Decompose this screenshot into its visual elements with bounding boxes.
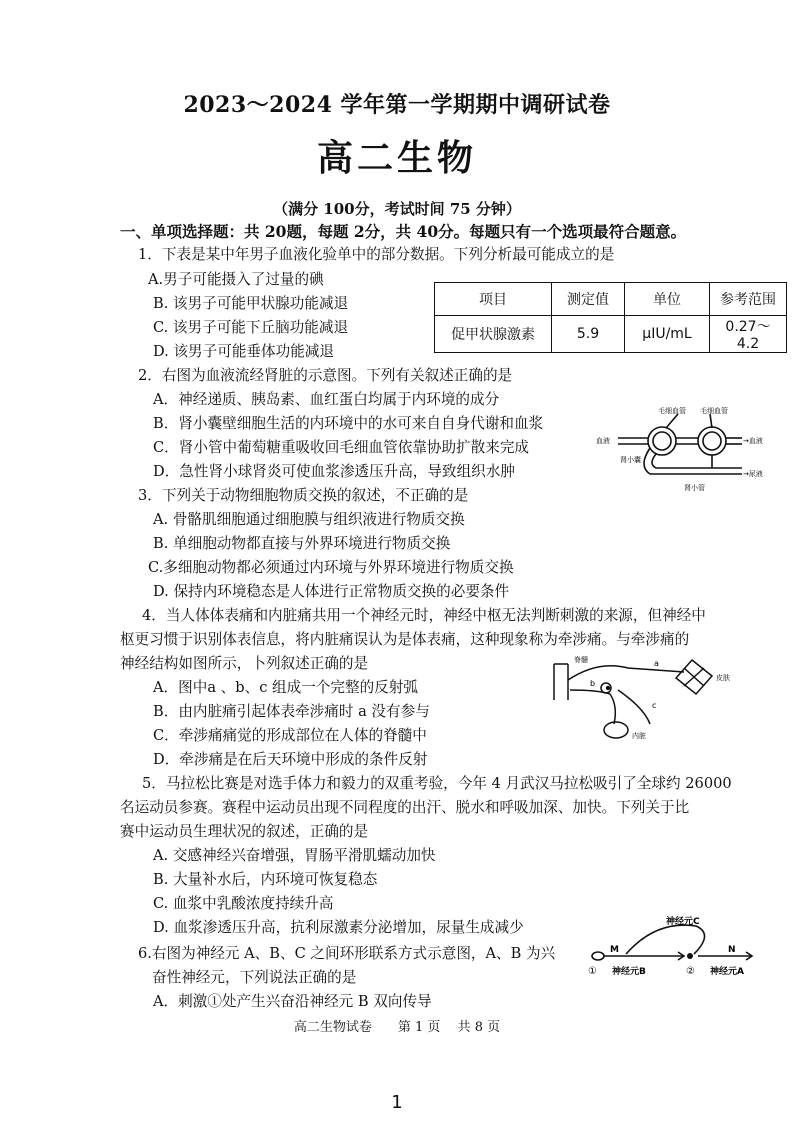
capsule-label: 肾小囊	[620, 456, 641, 464]
table-header: 测定值	[552, 283, 625, 316]
point-1-label: ①	[588, 966, 597, 977]
q2-option-c: C．肾小管中葡萄糖重吸收回毛细血管依靠协助扩散来完成	[153, 439, 530, 456]
q6-stem-line-2: 奋性神经元，下列说法正确的是	[152, 969, 357, 986]
page-footer: 高二生物试卷 第 1 页 共 8 页	[293, 1020, 501, 1035]
q1-data-table	[434, 282, 787, 353]
q4-option-c: C．牵涉痛痛觉的形成部位在人体的脊髓中	[153, 727, 427, 744]
q1-option-d: D. 该男子可能垂体功能减退	[153, 343, 334, 360]
referred-pain-diagram	[548, 650, 748, 746]
neuron-a-label: 神经元A	[710, 967, 744, 977]
section-heading: 一、单项选择题：共 20题，每题 2分，共 40分。每题只有一个选项最符合题意。	[120, 222, 687, 241]
table-cell: 0.27～4.2	[710, 316, 787, 353]
label-a: a	[654, 659, 659, 668]
q3-option-a: A. 骨骼肌细胞通过细胞膜与组织液进行物质交换	[153, 511, 465, 528]
q2-stem: 2．右图为血液流经肾脏的示意图。下列有关叙述正确的是	[138, 367, 513, 384]
q1-option-c: C. 该男子可能下丘脑功能减退	[153, 319, 349, 336]
q5-option-b: B. 大量补水后，内环境可恢复稳态	[153, 871, 378, 888]
m-label: M	[610, 945, 619, 955]
q3-stem: 3．下列关于动物细胞物质交换的叙述，不正确的是	[138, 487, 469, 504]
neuron-b-label: 神经元B	[612, 967, 646, 977]
point-2-label: ②	[686, 966, 695, 977]
q4-option-b: B．由内脏痛引起体表牵涉痛时 a 没有参与	[153, 703, 430, 720]
label-b: b	[590, 679, 596, 688]
q1-option-a: A.男子可能摄入了过量的碘	[148, 271, 324, 288]
q1-stem: 1．下表是某中年男子血液化验单中的部分数据。下列分析最可能成立的是	[138, 246, 615, 263]
q2-option-d: D．急性肾小球肾炎可使血浆渗透压升高，导致组织水肿	[153, 463, 515, 480]
urine-label: →尿液	[743, 470, 763, 478]
q2-option-b: B．肾小囊壁细胞生活的内环境中的水可来自自身代谢和血浆	[153, 415, 544, 432]
capillary-label-1: 毛细血管	[658, 407, 686, 415]
capillary-label-2: 毛细血管	[700, 407, 728, 415]
neuron-loop-diagram	[586, 914, 762, 984]
neuron-c-label: 神经元C	[666, 917, 700, 927]
q4-option-a: A．图中a 、b、c 组成一个完整的反射弧	[153, 679, 418, 696]
blood-out-label: →血液	[743, 437, 763, 445]
blood-in-label: 血液	[596, 437, 610, 445]
q5-option-c: C. 血浆中乳酸浓度持续升高	[153, 895, 334, 912]
n-label: N	[728, 945, 736, 955]
table-cell: 5.9	[552, 316, 625, 353]
subject-title: 高二生物	[316, 137, 477, 179]
table-header: 项目	[435, 283, 552, 316]
q1-option-b: B. 该男子可能甲状腺功能减退	[153, 295, 349, 312]
q5-option-a: A. 交感神经兴奋增强，胃肠平滑肌蠕动加快	[153, 847, 436, 864]
score-note: （满分 100分，考试时间 75 分钟）	[273, 200, 521, 218]
table-cell: 促甲状腺激素	[435, 316, 552, 353]
q5-option-d: D. 血浆渗透压升高，抗利尿激素分泌增加，尿量生成减少	[153, 919, 524, 936]
q4-option-d: D．牵涉痛是在后天环境中形成的条件反射	[153, 751, 428, 768]
kidney-diagram	[592, 404, 772, 496]
q4-stem-line-3: 神经结构如图所示，卜列叙述正确的是	[120, 655, 369, 672]
exam-title: 2023～2024 学年第一学期期中调研试卷	[183, 92, 611, 118]
table-header: 单位	[625, 283, 710, 316]
q2-option-a: A．神经递质、胰岛素、血红蛋白均属于内环境的成分	[153, 391, 500, 408]
organ-label: 内脏	[632, 732, 646, 740]
spinal-cord-label: 脊髓	[574, 656, 588, 664]
tubule-label: 肾小管	[684, 484, 705, 492]
q5-stem-line-2: 名运动员参赛。赛程中运动员出现不同程度的出汗、脱水和呼吸加深、加快。下列关于比	[120, 799, 690, 816]
q5-stem-line-1: 5．马拉松比赛是对选手体力和毅力的双重考验，今年 4 月武汉马拉松吸引了全球约 26000	[142, 775, 732, 792]
q4-stem-line-1: 4．当人体体表痛和内脏痛共用一个神经元时，神经中枢无法判断刺激的来源，但神经中	[142, 607, 706, 624]
q3-option-c: C.多细胞动物都必须通过内环境与外界环境进行物质交换	[148, 559, 514, 576]
page-number: 1	[391, 1092, 403, 1113]
label-c: c	[652, 701, 657, 710]
skin-label: 皮肤	[716, 674, 730, 682]
table-header: 参考范围	[710, 283, 787, 316]
q3-option-b: B. 单细胞动物都直接与外界环境进行物质交换	[153, 535, 451, 552]
q6-option-a: A．刺激①处产生兴奋沿神经元 B 双向传导	[153, 993, 432, 1010]
q4-stem-line-2: 枢更习惯于识别体表信息，将内脏痛误认为是体表痛，这种现象称为牵涉痛。与牵涉痛的	[120, 631, 690, 648]
q6-stem-line-1: 6.右图为神经元 A、B、C 之间环形联系方式示意图，A、B 为兴	[138, 945, 556, 962]
q5-stem-line-3: 赛中运动员生理状况的叙述，正确的是	[120, 823, 369, 840]
table-cell: μIU/mL	[625, 316, 710, 353]
q3-option-d: D. 保持内环境稳态是人体进行正常物质交换的必要条件	[153, 583, 510, 600]
